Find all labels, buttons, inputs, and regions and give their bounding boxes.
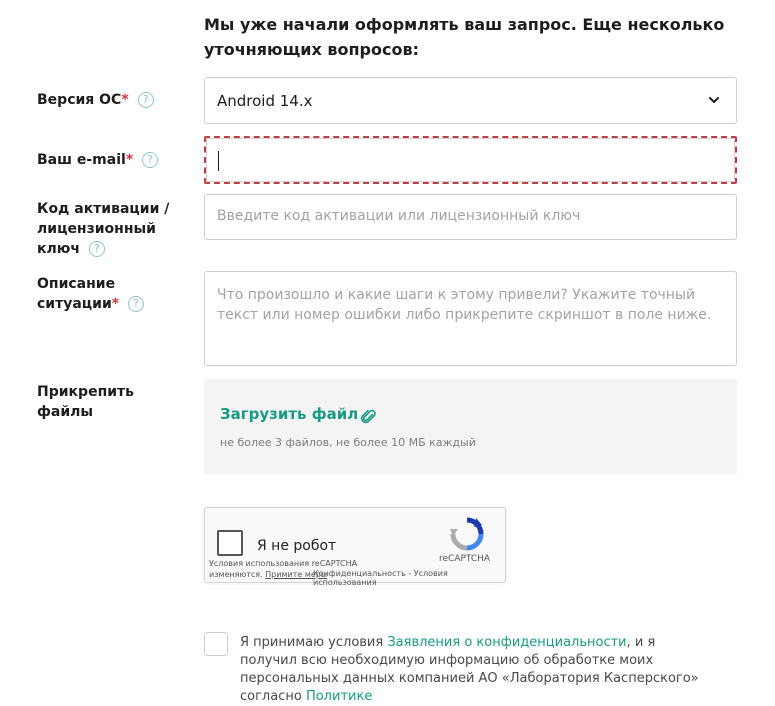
recaptcha-widget bbox=[204, 507, 506, 587]
policy-link[interactable]: Политике bbox=[305, 689, 373, 704]
description-label-line2: ситуации bbox=[37, 296, 112, 312]
required-mark: * bbox=[111, 296, 120, 312]
recaptcha-terms-line1: Условия использования reCAPTCHA bbox=[209, 559, 358, 568]
activation-code-label bbox=[37, 199, 169, 259]
description-label bbox=[37, 274, 144, 314]
description-placeholder: Что произошло и какие шаги к этому привели? Укажите точный текст или номер ошибки либо прикрепите скриншот в поле ниже. bbox=[217, 287, 712, 323]
os-version-label-text: Версия ОС bbox=[37, 92, 122, 108]
consent-text bbox=[240, 634, 710, 706]
text-caret bbox=[218, 151, 219, 171]
attach-label bbox=[37, 382, 134, 422]
os-version-select[interactable] bbox=[204, 77, 737, 124]
upload-area[interactable] bbox=[204, 379, 737, 474]
attach-label-line2: файлы bbox=[37, 404, 94, 420]
email-label-text: Ваш e-mail bbox=[37, 152, 126, 168]
recaptcha-checkbox[interactable] bbox=[217, 530, 243, 556]
description-label-line1: Описание bbox=[37, 276, 116, 292]
privacy-statement-link[interactable]: Заявления о конфиденциальности bbox=[387, 635, 627, 650]
required-mark: * bbox=[125, 152, 134, 168]
attach-label-line1: Прикрепить bbox=[37, 384, 135, 400]
paperclip-icon bbox=[360, 408, 378, 426]
required-mark: * bbox=[121, 92, 129, 108]
email-label bbox=[37, 150, 158, 170]
recaptcha-logo-icon bbox=[449, 516, 485, 552]
consent-text-middle: , и я получил всю необходимую информацию об обработке моих персональных данных компанией АО «Лаборатория Касперского» согласно bbox=[240, 635, 699, 704]
email-field[interactable] bbox=[204, 136, 737, 184]
recaptcha-label: Я не робот bbox=[257, 538, 337, 554]
activation-code-placeholder: Введите код активации или лицензионный ключ bbox=[217, 208, 581, 224]
form-heading: Мы уже начали оформлять ваш запрос. Еще несколько уточняющих вопросов: bbox=[204, 15, 725, 59]
upload-file-link[interactable]: Загрузить файл bbox=[220, 405, 359, 423]
activation-code-input[interactable] bbox=[204, 194, 737, 240]
activation-code-label-line2: лицензионный bbox=[37, 221, 156, 237]
chevron-down-icon bbox=[706, 92, 722, 108]
recaptcha-brand: reCAPTCHA bbox=[439, 554, 491, 564]
help-icon[interactable]: ? bbox=[138, 92, 154, 108]
help-icon[interactable]: ? bbox=[128, 296, 144, 312]
consent-checkbox[interactable] bbox=[204, 632, 228, 656]
recaptcha-privacy-terms[interactable]: Конфиденциальность - Условия использования bbox=[313, 569, 448, 587]
recaptcha-terms-prefix: изменяются. bbox=[209, 570, 263, 579]
recaptcha-terms-link[interactable]: Примите меры bbox=[265, 570, 328, 579]
os-version-label bbox=[37, 90, 154, 110]
os-version-value: Android 14.x bbox=[217, 92, 313, 110]
description-textarea[interactable] bbox=[204, 271, 737, 366]
consent-text-before: Я принимаю условия bbox=[240, 635, 388, 650]
activation-code-label-line3: ключ bbox=[37, 241, 80, 257]
help-icon[interactable]: ? bbox=[142, 152, 158, 168]
activation-code-label-line3-wrap bbox=[37, 239, 169, 259]
activation-code-label-line1: Код активации / bbox=[37, 201, 170, 217]
description-label-line2-wrap bbox=[37, 294, 144, 314]
help-icon[interactable]: ? bbox=[89, 241, 105, 257]
upload-hint: не более 3 файлов, не более 10 МБ каждый bbox=[220, 436, 476, 449]
